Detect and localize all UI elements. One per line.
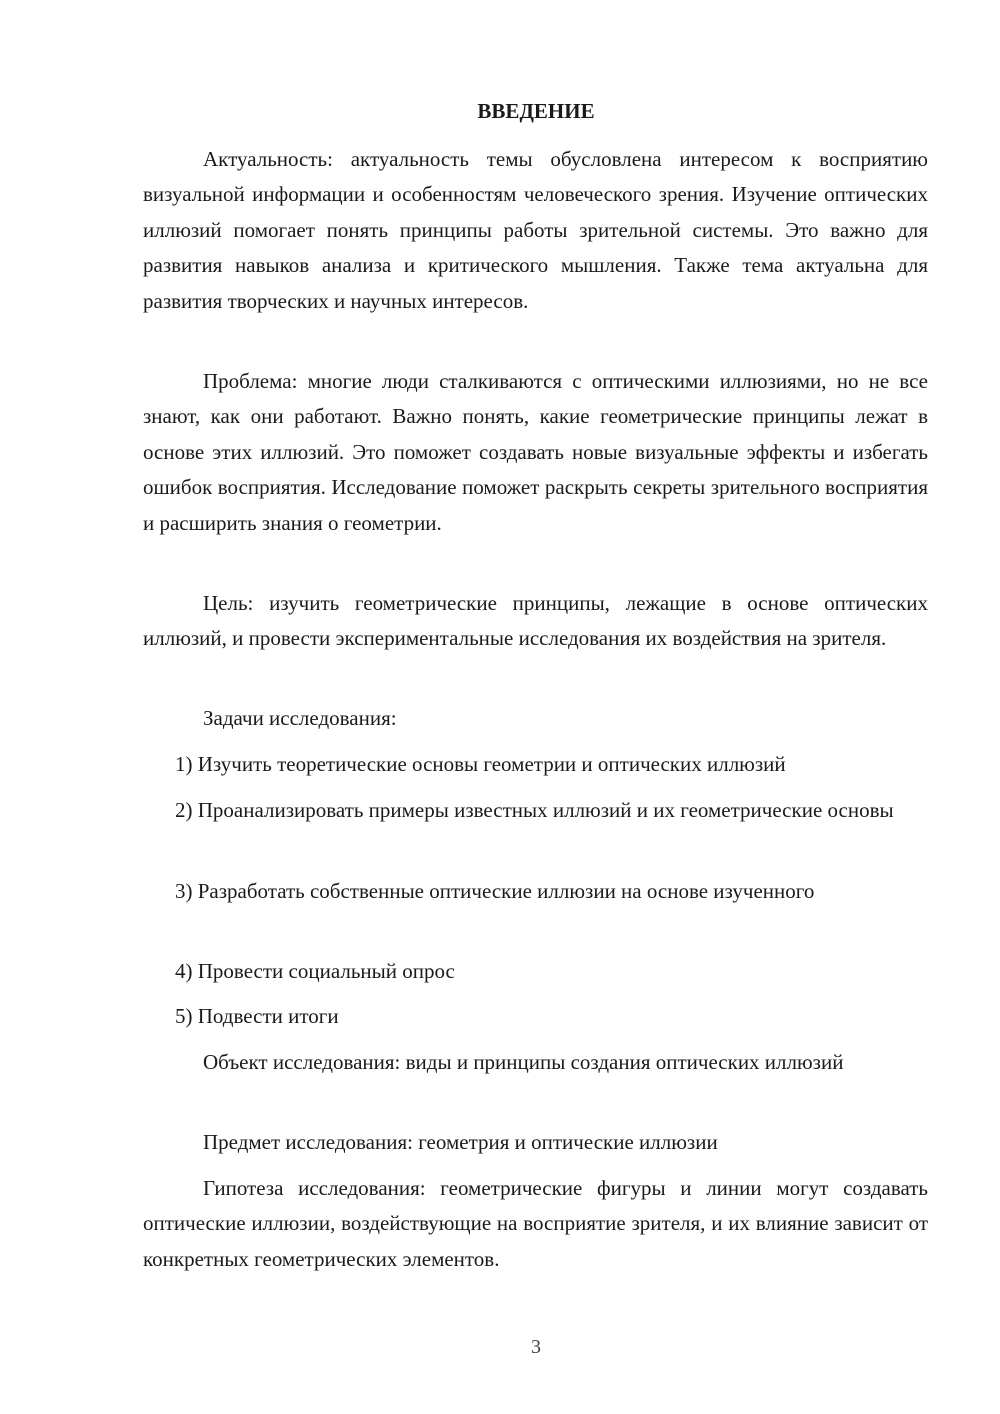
goal-paragraph: Цель: изучить геометрические принципы, лежащие в основе оптических иллюзий, и провести экспериментальные исследования их воздействия на зрителя.: [143, 591, 928, 651]
task-item: 1) Изучить теоретические основы геометрии и оптических иллюзий: [175, 752, 786, 776]
task-item: 3) Разработать собственные оптические иллюзии на основе изученного: [175, 879, 815, 903]
section-heading: ВВЕДЕНИЕ: [477, 99, 595, 123]
research-object-paragraph: Объект исследования: виды и принципы создания оптических иллюзий: [203, 1050, 844, 1074]
tasks-heading: Задачи исследования:: [203, 706, 397, 730]
task-item: 4) Провести социальный опрос: [175, 959, 455, 983]
task-item: 5) Подвести итоги: [175, 1004, 339, 1028]
research-subject-paragraph: Предмет исследования: геометрия и оптические иллюзии: [203, 1130, 718, 1154]
relevance-paragraph: Актуальность: актуальность темы обусловлена интересом к восприятию визуальной информации и особенностям человеческого зрения. Изучение оптических иллюзий помогает понять принципы работы зрительной системы. Это важно для развития навыков анализа и критического мышления. Также тема актуальна для развития творческих и научных интересов.: [143, 147, 928, 313]
hypothesis-paragraph: Гипотеза исследования: геометрические фигуры и линии могут создавать оптические иллюзии, воздействующие на восприятие зрителя, и их влияние зависит от конкретных геометрических элементов.: [143, 1176, 928, 1271]
page-number: 3: [531, 1336, 541, 1358]
problem-paragraph: Проблема: многие люди сталкиваются с оптическими иллюзиями, но не все знают, как они работают. Важно понять, какие геометрические принципы лежат в основе этих иллюзий. Это поможет создавать новые визуальные эффекты и избегать ошибок восприятия. Исследование поможет раскрыть секреты зрительного восприятия и расширить знания о геометрии.: [143, 369, 928, 535]
task-item: 2) Проанализировать примеры известных иллюзий и их геометрические основы: [175, 798, 894, 822]
